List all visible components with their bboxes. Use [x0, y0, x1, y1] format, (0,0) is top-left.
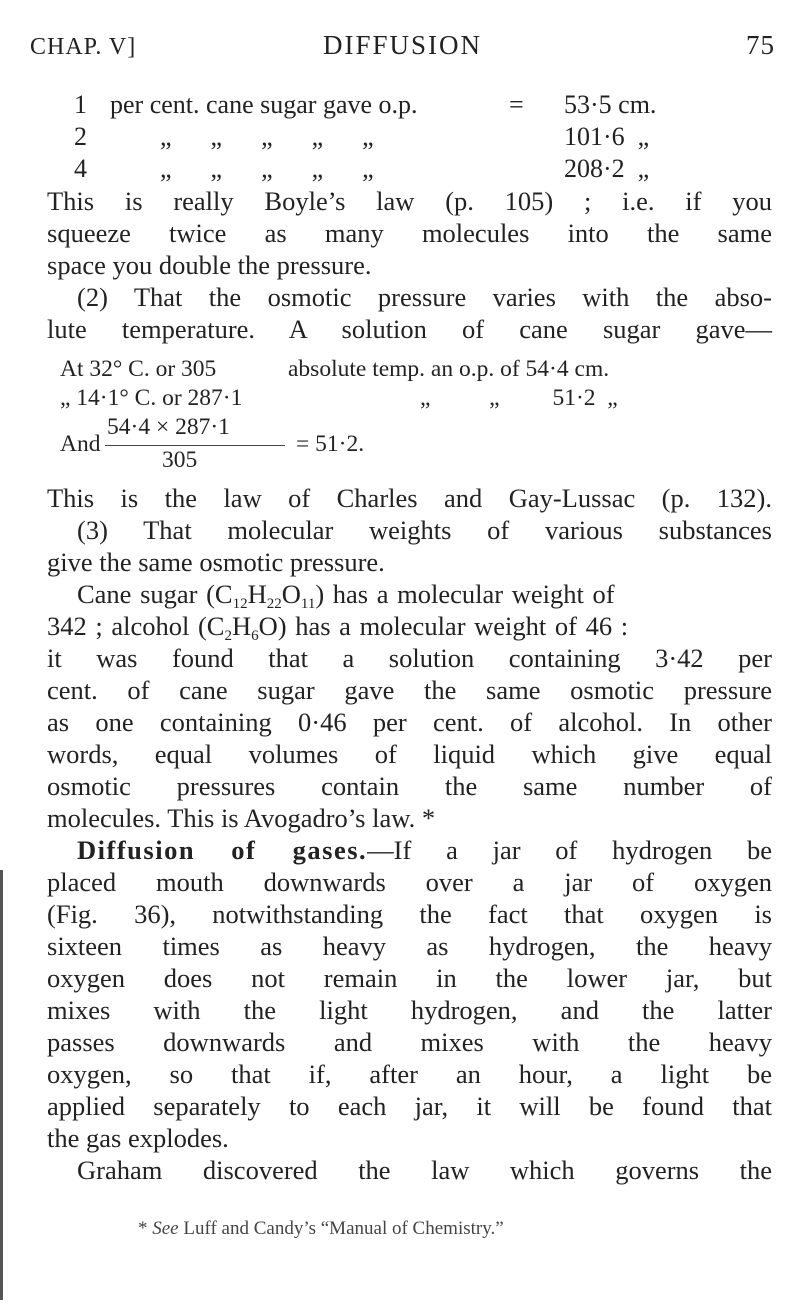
- table-row-2-percent: 2: [74, 122, 87, 151]
- text-line: passes downwards and mixes with the heavy: [47, 1027, 772, 1057]
- paragraph-diffusion: [47, 834, 772, 1154]
- temp-row-2-a: „ 14·1° C. or 287·1: [60, 385, 243, 411]
- text-line: This is the law of Charles and Gay-Lussac (p. 132).: [47, 483, 772, 513]
- table-row-3-percent: 4: [74, 154, 87, 183]
- text-run: H: [247, 579, 267, 609]
- running-header: [30, 30, 775, 70]
- text-line-formula-1: [47, 578, 772, 610]
- text-line: placed mouth downwards over a jar of oxygen: [47, 867, 772, 897]
- calc-numerator: 54·4 × 287·1: [107, 414, 230, 440]
- paragraph-avogadro: [47, 578, 772, 834]
- text-line: space you double the pressure.: [47, 250, 372, 280]
- table-row-1-text: per cent. cane sugar gave o.p.: [110, 90, 418, 119]
- text-line: as one containing 0·46 per cent. of alcohol. In other: [47, 707, 772, 737]
- temp-row-1-a: At 32° C. or 305: [60, 356, 217, 382]
- text-line: (2) That the osmotic pressure varies with the abso-: [77, 282, 772, 312]
- calc-denominator: 305: [162, 447, 198, 473]
- chapter-label: CHAP. V]: [30, 34, 137, 60]
- text-line: mixes with the light hydrogen, and the latter: [47, 995, 772, 1025]
- page-title: DIFFUSION: [322, 30, 483, 60]
- page-edge-shadow: [0, 870, 3, 1300]
- table-row-3-ditto: „ „ „ „ „: [160, 154, 374, 183]
- table-row-3-value: 208·2 „: [564, 154, 650, 183]
- text-line: give the same osmotic pressure.: [47, 547, 385, 577]
- text-run: ) has a molecular weight of: [315, 579, 615, 609]
- temp-row-1-b: absolute temp. an o.p. of 54·4 cm.: [288, 356, 610, 382]
- text-line: lute temperature. A solution of cane sugar gave—: [47, 314, 772, 344]
- text-line-heading: [47, 834, 772, 866]
- paragraph-boyle: [47, 185, 772, 281]
- table-row-2-ditto: „ „ „ „ „: [160, 122, 374, 151]
- text-line: Graham discovered the law which governs the: [77, 1155, 772, 1185]
- text-line: words, equal volumes of liquid which give equal: [47, 739, 772, 769]
- footnote-text: Luff and Candy’s “Manual of Chemistry.”: [183, 1218, 504, 1239]
- fraction-bar: [105, 445, 285, 446]
- calc-result: = 51·2.: [296, 431, 365, 457]
- text-run: Cane sugar (C: [77, 579, 233, 609]
- table-row-1-percent: 1: [74, 90, 87, 119]
- paragraph-temperature: [47, 281, 772, 345]
- text-line-formula-2: [47, 610, 772, 642]
- text-run: —If a jar of hydrogen be: [367, 835, 772, 865]
- temp-row-2-b: „ „ 51·2 „: [420, 385, 618, 411]
- table-row-1-equals: =: [509, 90, 524, 119]
- text-line: the gas explodes.: [47, 1123, 229, 1153]
- text-line: (3) That molecular weights of various substances: [77, 515, 772, 545]
- text-line: applied separately to each jar, it will be found that: [47, 1091, 772, 1121]
- text-line: (Fig. 36), notwithstanding the fact that oxygen is: [47, 899, 772, 929]
- subscript: 22: [266, 596, 282, 612]
- subscript: 11: [300, 596, 316, 612]
- subscript: 12: [232, 596, 248, 612]
- text-line: oxygen does not remain in the lower jar, but: [47, 963, 772, 993]
- footnote-mark: *: [138, 1218, 148, 1239]
- text-line: sixteen times as heavy as hydrogen, the heavy: [47, 931, 772, 961]
- text-run: O: [281, 579, 301, 609]
- text-line: molecules. This is Avogadro’s law. *: [47, 803, 436, 833]
- text-line: squeeze twice as many molecules into the same: [47, 218, 772, 248]
- page-number: 75: [746, 30, 775, 60]
- text-line: cent. of cane sugar gave the same osmotic pressure: [47, 675, 772, 705]
- table-row-1-value: 53·5 cm.: [564, 90, 657, 119]
- paragraph-charles: [47, 482, 772, 578]
- subscript: 2: [224, 628, 232, 644]
- text-run: O) has a molecular weight of 46 :: [258, 611, 629, 641]
- text-line: oxygen, so that if, after an hour, a light be: [47, 1059, 772, 1089]
- table-row-2-value: 101·6 „: [564, 122, 650, 151]
- text-line: This is really Boyle’s law (p. 105) ; i.e. if you: [47, 186, 772, 216]
- footnote-see: See: [152, 1218, 179, 1239]
- section-heading: Diffusion of gases.: [77, 835, 368, 865]
- text-run: H: [232, 611, 252, 641]
- footnote: [138, 1218, 504, 1240]
- paragraph-graham: [47, 1154, 772, 1186]
- text-line: osmotic pressures contain the same number of: [47, 771, 772, 801]
- text-line: it was found that a solution containing 3·42 per: [47, 643, 772, 673]
- subscript: 6: [251, 628, 259, 644]
- calc-prefix: And: [60, 431, 101, 457]
- text-run: 342 ; alcohol (C: [47, 611, 225, 641]
